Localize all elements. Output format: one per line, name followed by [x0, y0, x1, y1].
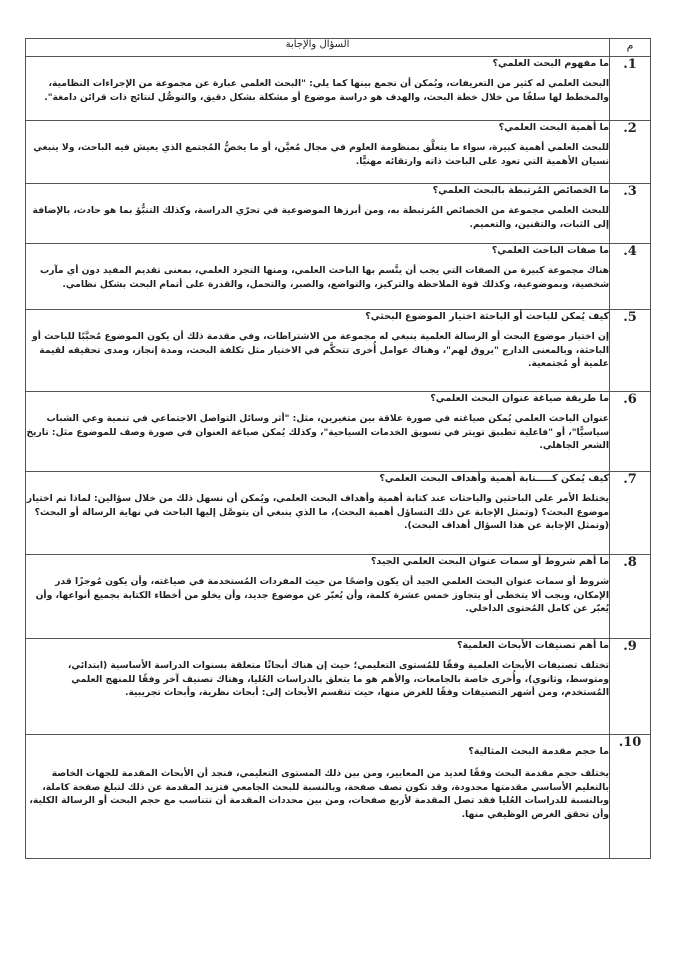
qa-cell [26, 555, 610, 639]
qa-cell [26, 472, 610, 555]
answer-text: يختلف حجم مقدمة البحث وفقًا لعديد من المعايير، ومن بين ذلك المستوى التعليمي، فنجد أن الأبحاث المقدمة للجهات الخاصة بالتعليم الأساسي مقدمتها محدودة، وقد تكون نصف صفحة، وبالنسبة للبحث الجامعي فتزيد المقدمة عن ذلك لتبلغ صفحة كاملة، وبالنسبة للدراسات العُليا فقد تصل المقدمة لأربع صفحات، ومن بين محددات المقدمة أن تتناسب مع حجم البحث أو الرسالة الكلية، وأن تحقق الغرض الوظيفي منها. [29, 768, 609, 820]
item-number: 10. [610, 735, 651, 859]
table-header-row [26, 39, 651, 57]
question-text: ما الخصائص المُرتبطة بالبحث العلمي؟ [432, 185, 609, 196]
item-number: 9. [610, 639, 651, 735]
table-row [26, 184, 651, 244]
qa-table [25, 38, 651, 859]
answer-text: يختلط الأمر على الباحثين والباحثات عند كتابة أهمية وأهداف البحث العلمي، ويُمكن أن نسهل ذلك من خلال سؤالين: لماذا تم اختيار موضوع البحث؟ (وتمثل الإجابة عن ذلك التساؤل أهمية البحث)، ما الذي ينبغي أن يتوصَّل إليها الباحث في نهاية الرسالة أو البحث؟ (وتمثل الإجابة عن هذا السؤال أهداف البحث). [26, 493, 609, 532]
header-number: م [610, 39, 651, 57]
item-number: 1. [610, 57, 651, 121]
qa-cell [26, 392, 610, 472]
question-text: ما أهم شروط أو سمات عنوان البحث العلمي الجيد؟ [370, 556, 609, 567]
table-row [26, 639, 651, 735]
table-row [26, 735, 651, 859]
item-number: 7. [610, 472, 651, 555]
question-text: ما حجم مقدمة البحث المثالية؟ [468, 746, 609, 757]
question-text: ما طريقة صياغة عنوان البحث العلمي؟ [430, 393, 609, 404]
question-text: كيف يُمكن للباحث أو الباحثة اختيار الموضوع البحثي؟ [365, 311, 609, 322]
table-row [26, 57, 651, 121]
answer-text: إن اختيار موضوع البحث أو الرسالة العلمية ينبغي له مجموعة من الاشتراطات، وفي مقدمة ذلك أن يكون الموضوع مُحبَّبًا للباحث أو الباحثة، وبالمعنى الدارج "يروق لهم"، وهناك عوامل أُخرى تتحكَّم في الاختيار مثل تكلفة البحث، ومدة إنجاز، ومدى تحقيقه لقيمة علمية أو مُجتمعية. [32, 331, 609, 370]
qa-cell [26, 184, 610, 244]
item-number: 3. [610, 184, 651, 244]
item-number: 2. [610, 121, 651, 184]
answer-text: للبحث العلمي مجموعة من الخصائص المُرتبطة به، ومن أبرزها الموضوعية في تحرّي الدراسة، وكذلك التنبُّؤ بما هو حادث، بالإضافة إلى الثبات، والتقنين، والتعميم. [32, 205, 609, 230]
item-number: 8. [610, 555, 651, 639]
qa-cell [26, 639, 610, 735]
qa-cell [26, 735, 610, 859]
item-number: 4. [610, 244, 651, 310]
table-row [26, 244, 651, 310]
qa-cell [26, 57, 610, 121]
question-text: ما أهمية البحث العلمي؟ [498, 122, 609, 133]
answer-text: هناك مجموعة كبيرة من الصفات التي يجب أن يتَّسم بها الباحث العلمي، ومنها التجرد العلمي، بمعنى تقديم المفيد دون أي مآرب شخصية، وبموضوعية، وكذلك قوة الملاحظة والتركيز، والتواضع، والصبر، والتحمل، والقدرة على أتمام البحث بشكل نظامي. [39, 265, 609, 290]
item-number: 6. [610, 392, 651, 472]
answer-text: تختلف تصنيفات الأبحاث العلمية وفقًا للمُستوى التعليمي؛ حيث إن هناك أبحاثًا متعلقة بسنوات الدراسة الأساسية (ابتدائي، ومتوسط، وثانوي)، وأُخرى خاصة بالجامعات، والأهم هو ما يتعلق بالدراسات العُليا، وهناك تصنيف آخر وفقًا للمنهج العلمي المُستخدم، ومن أشهر التصنيفات وفقًا للغرض منها، حيث تنقسم الأبحاث إلى: أبحاث نظرية، وأبحاث تجريبية. [67, 660, 609, 699]
qa-cell [26, 310, 610, 392]
question-text: ما مفهوم البحث العلمي؟ [492, 58, 609, 69]
question-text: ما صفات الباحث العلمي؟ [491, 245, 609, 256]
table-row [26, 555, 651, 639]
question-text: كيف يُمكن كـــــتابة أهمية وأهداف البحث العلمي؟ [379, 473, 609, 484]
answer-text: شروط أو سمات عنوان البحث العلمي الجيد أن يكون واضحًا من حيث المفردات المُستخدمة في صياغته، وأن يكون مُوجزًا قدر الإمكان، ويجب ألا يتخطى أو يتجاوز خمس عشرة كلمة، وأن يُعبّر عن موضوع جديد، وأن يخلو من أخطاء الكتابة بجميع أنواعها، وأن يُعبّر عن كامل المُحتوى الداخلي. [35, 576, 609, 615]
answer-text: البحث العلمي له كثير من التعريفات، ويُمكن أن نجمع بينها كما يلي: "البحث العلمي عبارة عن مجموعة من الإجراءات النظامية، والمخطط لها سلفًا من خلال خطة البحث، والهدف هو دراسة موضوع أو مشكلة بشكل دقيق، والتوصُّل لنتائج ذات قرائن دامغة". [44, 78, 609, 103]
table-row [26, 472, 651, 555]
answer-text: للبحث العلمي أهمية كبيرة، سواء ما يتعلَّق بمنظومة العلوم في مجال مُعيَّن، أو ما يخصُّ المُجتمع الذي يعيش فيه الباحث، ولا ينبغي نسيان الأهمية التي تعود على الباحث ذاته وارتقائه مهنيًّا. [33, 142, 609, 167]
qa-cell [26, 244, 610, 310]
answer-text: عنوان الباحث العلمي يُمكن صياغته في صورة علاقة بين متغيرين، مثل: "أثر وسائل التواصل الاجتماعي في تنمية وعي الشباب سياسيًّا"، أو "فاعلية تطبيق تويتر في تسويق الخدمات السياحية"، وكذلك يُمكن صياغة العنوان في صورة وصف للموضوع مثل: تاريخ الشعر الجاهلي. [26, 413, 609, 452]
qa-cell [26, 121, 610, 184]
table-row [26, 310, 651, 392]
item-number: 5. [610, 310, 651, 392]
header-title: السؤال والإجابة [26, 39, 610, 57]
table-row [26, 121, 651, 184]
question-text: ما أهم تصنيفات الأبحاث العلمية؟ [456, 640, 609, 651]
table-row [26, 392, 651, 472]
